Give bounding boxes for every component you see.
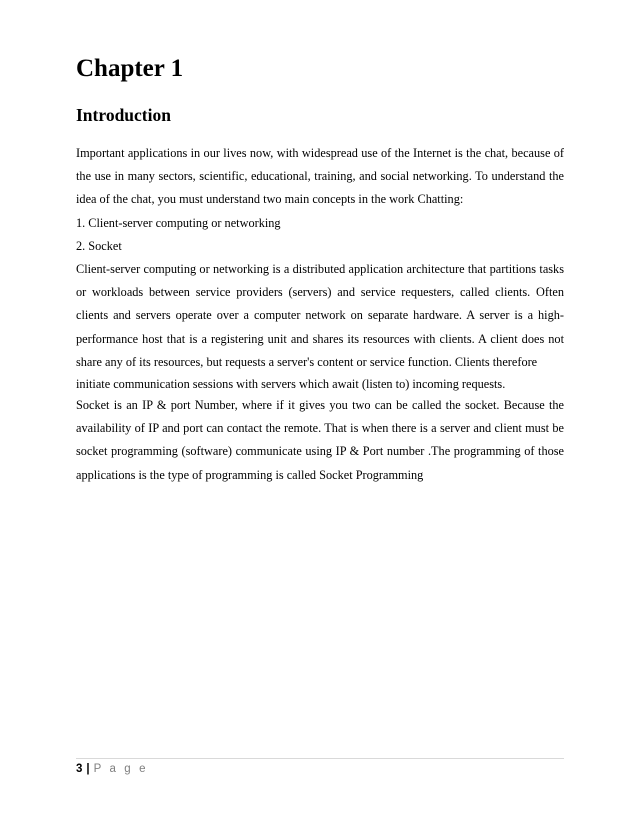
section-title: Introduction (76, 105, 171, 125)
body-text (76, 142, 564, 487)
paragraph-client-server: Client-server computing or networking is a distributed application architecture that partitions tasks or workloads between service providers (servers) and service requesters, called clients. Often clients and servers operate over a computer network on separate hardware. A server is a high-performance host that is a registering unit and shares its resources with clients. A client does not share any of its resources, but requests a server's content or service function. Clients therefore (76, 262, 564, 369)
page-body (76, 52, 564, 487)
page-footer (76, 758, 564, 777)
paragraph-client-server-end: initiate communication sessions with servers which await (listen to) incoming requests. (76, 377, 506, 392)
footer-separator: | (86, 763, 90, 775)
list-item-client-server: 1. Client-server computing or networking (76, 215, 281, 230)
paragraph-socket: Socket is an IP & port Number, where if it gives you two can be called the socket. Because the availability of IP and port can contact the remote. That is when there is a server and client must be socket programming (software) communicate using IP & Port number .The programming of those applications is the type of programming is called Socket Programming (76, 398, 564, 482)
page-label: P a g e (93, 763, 149, 775)
list-item-socket: 2. Socket (76, 238, 122, 253)
paragraph-intro: Important applications in our lives now, with widespread use of the Internet is the chat, because of the use in many sectors, scientific, educational, training, and social networking. To understand the idea of the chat, you must understand two main concepts in the work Chatting: (76, 146, 564, 207)
page-number: 3 (76, 763, 83, 775)
chapter-title: Chapter 1 (76, 55, 184, 82)
